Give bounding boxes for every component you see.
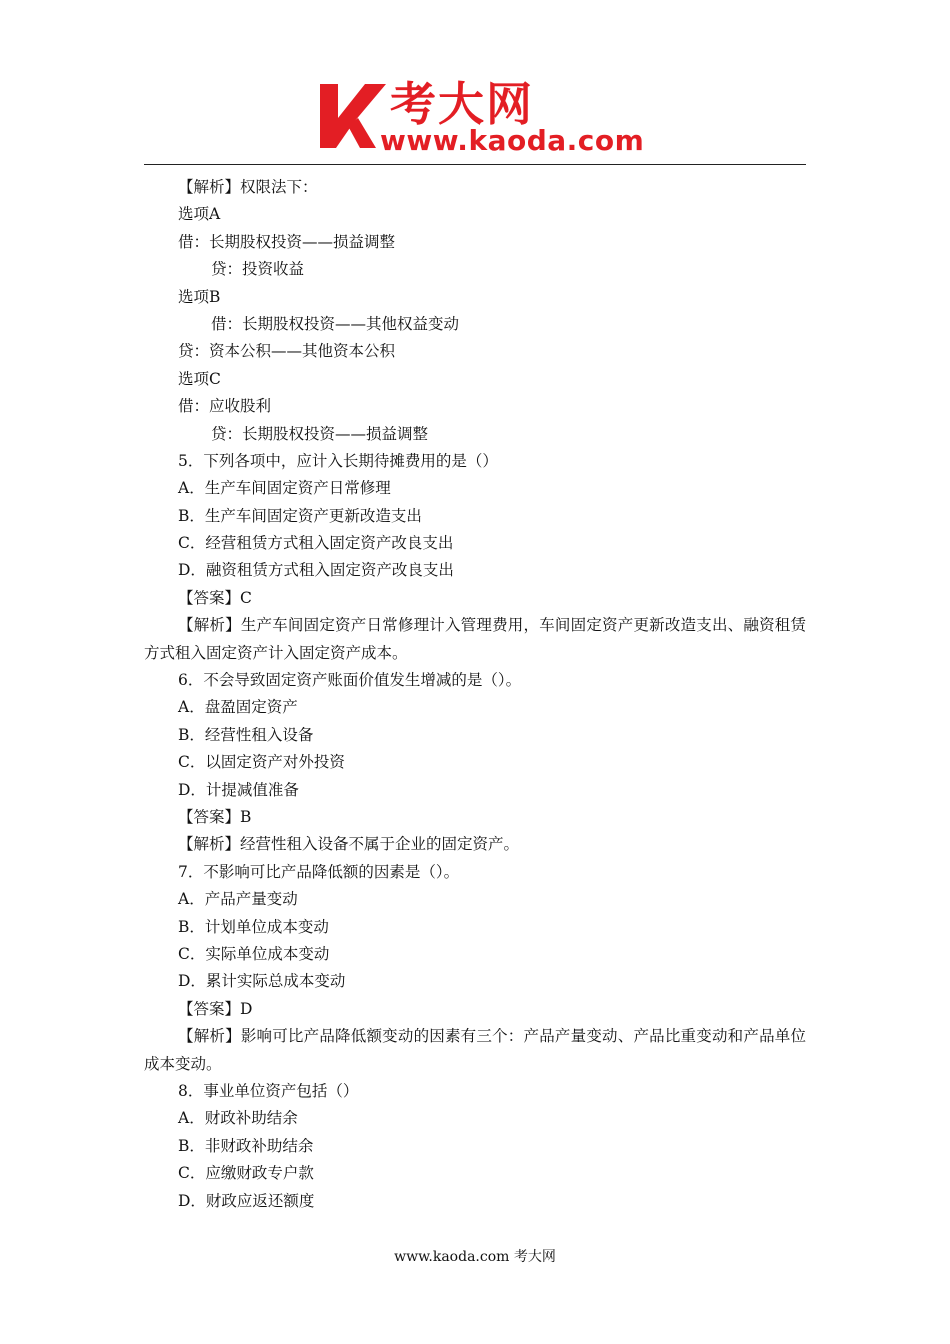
option-label: 选项C — [178, 369, 221, 388]
option-label: 选项B — [178, 287, 221, 306]
analysis-7: 【解析】影响可比产品降低额变动的因素有三个：产品产量变动、产品比重变动和产品单位成本变动。 — [144, 1027, 806, 1073]
choice-d: D．融资租赁方式租入固定资产改良支出 — [178, 561, 454, 580]
choice-b: B．计划单位成本变动 — [178, 917, 329, 936]
header-divider — [144, 164, 806, 165]
question-5: 5．下列各项中，应计入长期待摊费用的是（） — [178, 451, 498, 470]
journal-debit: 借：长期股权投资——其他权益变动 — [211, 314, 460, 333]
analysis-5: 【解析】生产车间固定资产日常修理计入管理费用，车间固定资产更新改造支出、融资租赁方式租入固定资产计入固定资产成本。 — [144, 616, 806, 662]
choice-d: D．财政应返还额度 — [178, 1191, 315, 1210]
choice-a: A．生产车间固定资产日常修理 — [178, 479, 391, 498]
answer-6: 【答案】B — [178, 808, 252, 827]
journal-credit: 贷：投资收益 — [211, 260, 305, 279]
choice-a: A．盘盈固定资产 — [178, 698, 298, 717]
analysis-line: 【解析】权限法下： — [178, 178, 318, 196]
journal-debit: 借：长期股权投资——损益调整 — [178, 232, 396, 251]
choice-b: B．非财政补助结余 — [178, 1136, 314, 1155]
choice-b: B．经营性租入设备 — [178, 725, 314, 744]
choice-c: C．应缴财政专户款 — [178, 1164, 314, 1183]
choice-a: A．产品产量变动 — [178, 890, 298, 909]
choice-c: C．经营租赁方式租入固定资产改良支出 — [178, 534, 454, 553]
kaoda-logo[interactable] — [318, 77, 648, 160]
journal-debit: 借：应收股利 — [178, 397, 272, 416]
document-body — [144, 174, 806, 1215]
page-footer[interactable]: www.kaoda.com 考大网 — [394, 1249, 556, 1265]
choice-c: C．实际单位成本变动 — [178, 944, 330, 963]
question-8: 8．事业单位资产包括（） — [178, 1081, 359, 1100]
question-7: 7．不影响可比产品降低额的因素是（）。 — [178, 862, 460, 881]
choice-b: B．生产车间固定资产更新改造支出 — [178, 506, 422, 525]
journal-credit: 贷：资本公积——其他资本公积 — [178, 342, 396, 361]
analysis-6: 【解析】经营性租入设备不属于企业的固定资产。 — [178, 835, 520, 854]
option-label: 选项A — [178, 205, 221, 224]
journal-credit: 贷：长期股权投资——损益调整 — [211, 424, 429, 443]
question-6: 6．不会导致固定资产账面价值发生增减的是（）。 — [178, 671, 522, 690]
answer-5: 【答案】C — [178, 588, 252, 607]
logo-k-icon — [318, 80, 388, 152]
choice-c: C．以固定资产对外投资 — [178, 753, 345, 772]
answer-7: 【答案】D — [178, 999, 253, 1018]
logo-chinese-text: 考大网 — [390, 77, 534, 131]
page-header — [0, 0, 950, 170]
choice-a: A．财政补助结余 — [178, 1109, 298, 1128]
choice-d: D．累计实际总成本变动 — [178, 972, 346, 991]
choice-d: D．计提减值准备 — [178, 780, 299, 799]
logo-url-text: www.kaoda.com — [380, 124, 645, 157]
